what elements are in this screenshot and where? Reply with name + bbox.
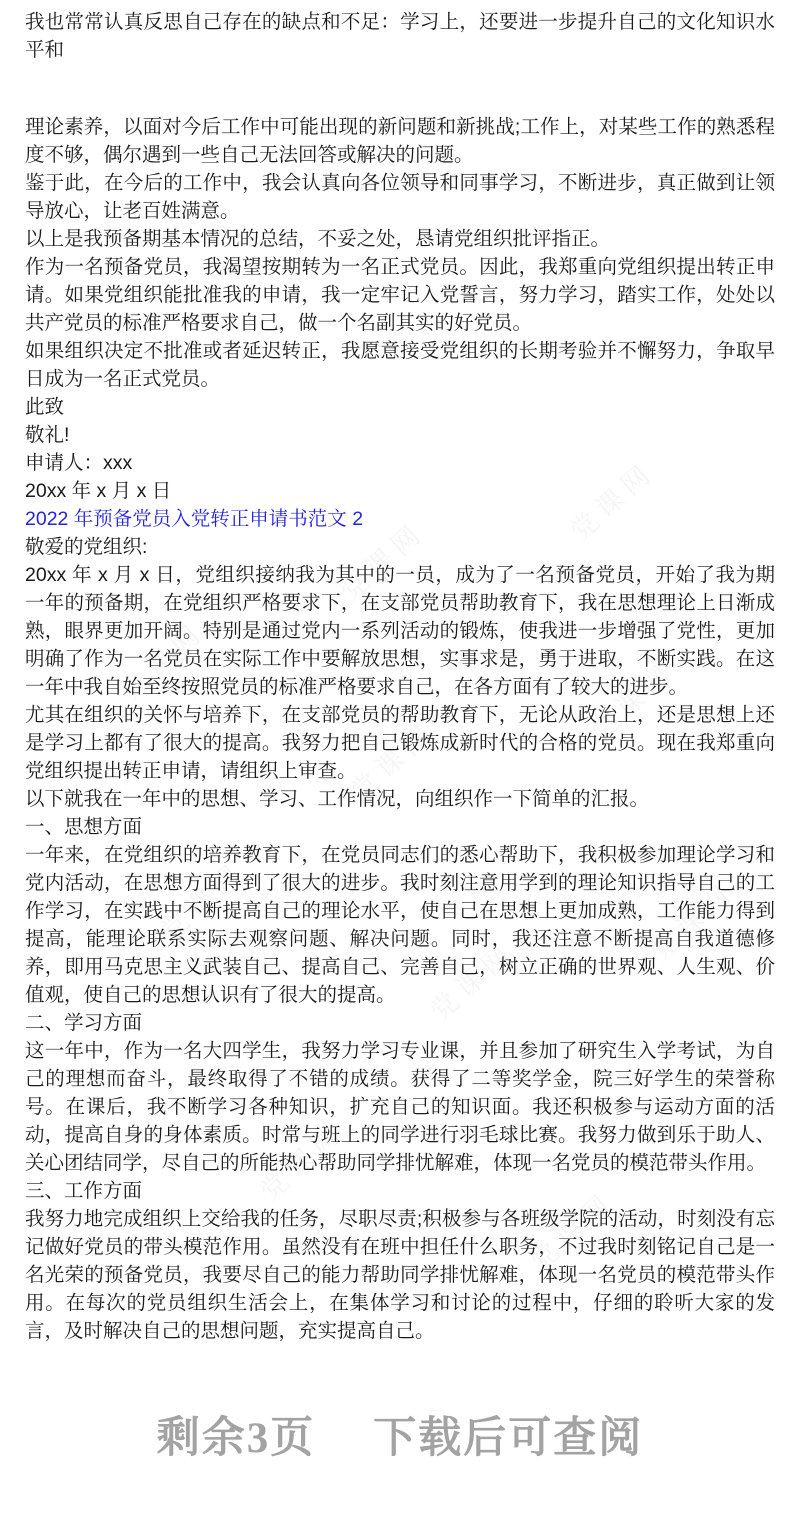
pages-remaining-text: 剩余3页 [156,1415,316,1462]
paragraph: 以上是我预备期基本情况的总结，不妥之处，恳请党组织批评指正。 [25,228,611,250]
paragraph: 一年来，在党组织的培养教育下，在党员同志们的悉心帮助下，我积极参加理论学习和党内活动，在思想方面得到了很大的进步。我时刻注意用学到的理论知识指导自己的工作学习，在实践中不断提高自己的理论水平，使自己在思想上更加成熟，工作能力得到提高，能理论联系实际去观察问题、解决问题。同时，我还注意不断提高自我道德修养，即用马克思主义武装自己、提高自己、完善自己，树立正确的世界观、人生观、价值观，使自己的思想认识有了很大的提高。 [25,844,775,1006]
section-heading-study: 二、学习方面 [25,1012,143,1034]
watermark: 党课网 [114,616,211,707]
watermark: 党课网 [334,516,431,607]
pages-remaining-banner [0,1404,800,1465]
paragraph: 以下就我在一年中的思想、学习、工作情况，向组织作一下简单的汇报。 [25,788,650,810]
date-line: 20xx 年 x 月 x 日 [25,480,172,502]
watermark: 党课网 [564,456,661,547]
paragraph: 我努力地完成组织上交给我的任务，尽职尽责;积极参与各班级学院的活动，时刻没有忘记做好党员的带头模范作用。虽然没有在班中担任什么职务，不过我时刻铭记自己是一名光荣的预备党员，我要尽自己的能力帮助同学排忧解难，体现一名党员的模范带头作用。在每次的党员组织生活会上，在集体学习和讨论的过程中，仔细的聆听大家的发言，及时解决自己的思想问题，充实提高自己。 [25,1208,775,1342]
download-hint-text: 下载后可查阅 [373,1415,644,1462]
paragraph: 20xx 年 x 月 x 日，党组织接纳我为其中的一员，成为了一名预备党员，开始了我为期一年的预备期，在党组织严格要求下，在支部党员帮助教育下，我在思想理论上日渐成熟，眼界更加开阔。特别是通过党内一系列活动的锻炼，使我进一步增强了党性，更加明确了作为一名党员在实际工作中要解放思想，实事求是，勇于进取，不断实践。在这一年中我自始至终按照党员的标准严格要求自己，在各方面有了较大的进步。 [25,564,775,698]
salutation: 敬爱的党组织: [25,536,148,558]
watermark: 党课网 [254,1116,351,1207]
watermark: 党课网 [524,1186,621,1277]
paragraph: 理论素养，以面对今后工作中可能出现的新问题和新挑战;工作上，对某些工作的熟悉程度不够，偶尔遇到一些自己无法回答或解决的问题。 [25,116,775,166]
section-heading-work: 三、工作方面 [25,1180,143,1202]
watermark: 党课网 [584,656,681,747]
watermark: 党课网 [344,716,441,807]
applicant-line: 申请人：xxx [25,452,133,474]
watermark: 党课网 [644,876,741,967]
paragraph: 鉴于此，在今后的工作中，我会认真向各位领导和同事学习，不断进步，真正做到让领导放心，让老百姓满意。 [25,172,775,222]
paragraph: 如果组织决定不批准或者延迟转正，我愿意接受党组织的长期考验并不懈努力，争取早日成为一名正式党员。 [25,340,775,390]
paragraph: 这一年中，作为一名大四学生，我努力学习专业课，并且参加了研究生入学考试，为自己的理想而奋斗，最终取得了不错的成绩。获得了二等奖学金，院三好学生的荣誉称号。在课后，我不断学习各种知识，扩充自己的知识面。我还积极参与运动方面的活动，提高自身的身体素质。时常与班上的同学进行羽毛球比赛。我努力做到乐于助人、关心团结同学，尽自己的所能热心帮助同学排忧解难，体现一名党员的模范带头作用。 [25,1040,775,1174]
article-title-line [25,505,775,533]
closing-salute: 此致 [25,396,65,418]
watermark: 党课网 [154,856,251,947]
section-heading-thought: 一、思想方面 [25,816,143,838]
paragraph-carryover: 我也常常认真反思自己存在的缺点和不足：学习上，还要进一步提升自己的文化知识水平和 [25,11,775,61]
paragraph: 尤其在组织的关怀与培养下，在支部党员的帮助教育下，无论从政治上，还是思想上还是学习上都有了很大的提高。我努力把自己锻炼成新时代的合格的党员。现在我郑重向党组织提出转正申请，请组织上审查。 [25,704,775,782]
closing-salute: 敬礼! [25,424,70,446]
document-preview [25,8,775,1345]
related-article-link[interactable]: 2022 年预备党员入党转正申请书范文 2 [25,508,364,530]
paragraph: 作为一名预备党员，我渴望按期转为一名正式党员。因此，我郑重向党组织提出转正申请。如果党组织能批准我的申请，我一定牢记入党誓言，努力学习，踏实工作，处处以共产党员的标准严格要求自己，做一个名副其实的好党员。 [25,256,775,334]
watermark: 党课网 [424,936,521,1027]
